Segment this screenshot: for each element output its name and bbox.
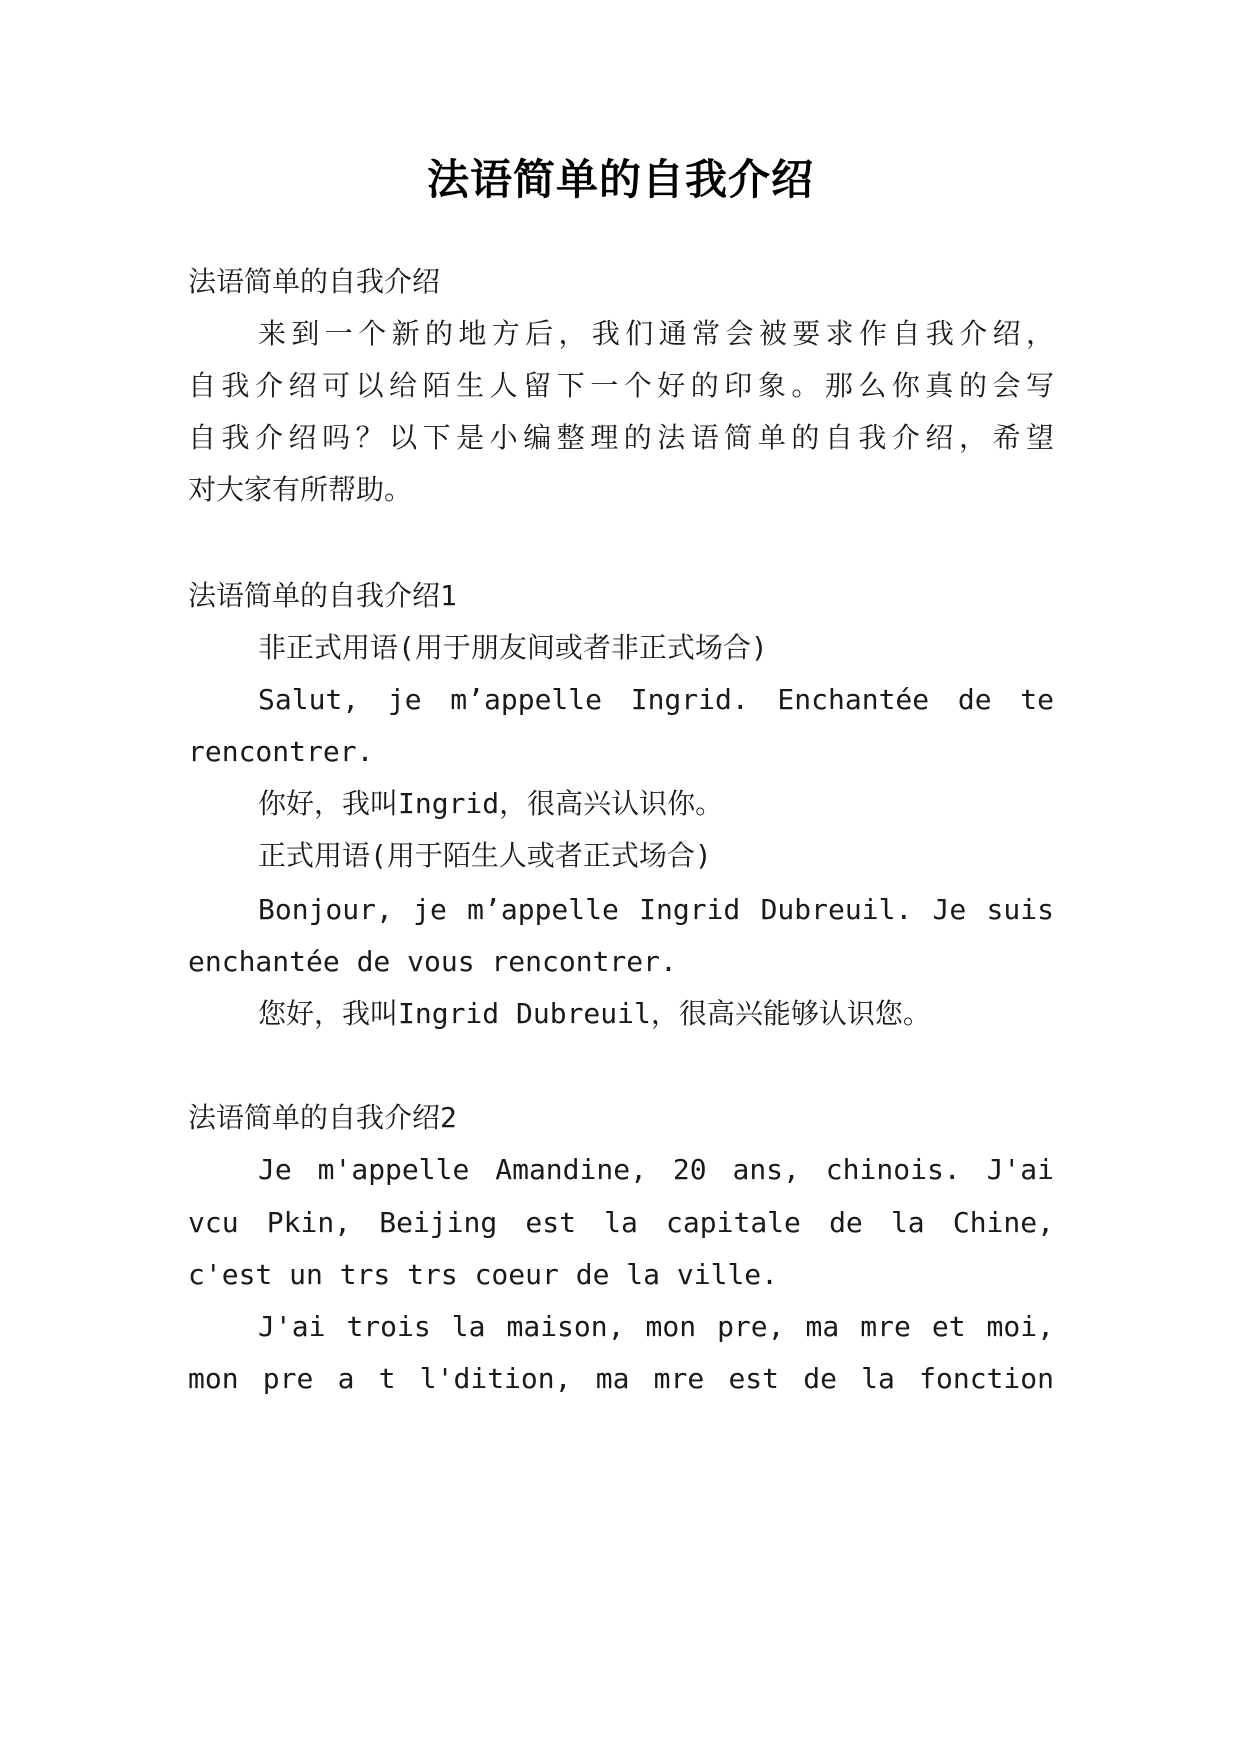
section1-heading: 法语简单的自我介绍1 (188, 579, 457, 612)
formal-chinese-line: 您好，我叫Ingrid Dubreuil，很高兴能够认识您。 (258, 997, 931, 1030)
informal-french-line: rencontrer. (188, 735, 374, 768)
section2-paragraph-line: vcu Pkin, Beijing est la capitale de la Chine, (188, 1206, 1054, 1239)
section2-paragraph-line: mon pre a t l'dition, ma mre est de la fonction (188, 1362, 1054, 1395)
formal-french-line: enchantée de vous rencontrer. (188, 945, 677, 978)
intro-heading: 法语简单的自我介绍 (188, 265, 441, 298)
section2-paragraph-line: c'est un trs trs coeur de la ville. (188, 1258, 779, 1291)
informal-label: 非正式用语(用于朋友间或者非正式场合) (258, 631, 768, 664)
intro-line: 自我介绍可以给陌生人留下一个好的印象。那么你真的会写 (188, 369, 1054, 402)
informal-french-line: Salut, je m’appelle Ingrid. Enchantée de te (258, 683, 1054, 716)
section2-heading: 法语简单的自我介绍2 (188, 1101, 457, 1134)
intro-line: 对大家有所帮助。 (188, 473, 413, 506)
section2-paragraph-line: J'ai trois la maison, mon pre, ma mre et moi, (258, 1310, 1054, 1343)
formal-label: 正式用语(用于陌生人或者正式场合) (258, 839, 712, 872)
intro-line: 自我介绍吗？以下是小编整理的法语简单的自我介绍，希望 (188, 421, 1054, 454)
document-title: 法语简单的自我介绍 (426, 155, 814, 204)
intro-line: 来到一个新的地方后，我们通常会被要求作自我介绍， (258, 317, 1054, 350)
formal-french-line: Bonjour, je m’appelle Ingrid Dubreuil. Je suis (258, 893, 1054, 926)
informal-chinese-line: 你好，我叫Ingrid，很高兴认识你。 (258, 787, 724, 820)
section2-paragraph-line: Je m'appelle Amandine, 20 ans, chinois. J'ai (258, 1153, 1054, 1186)
